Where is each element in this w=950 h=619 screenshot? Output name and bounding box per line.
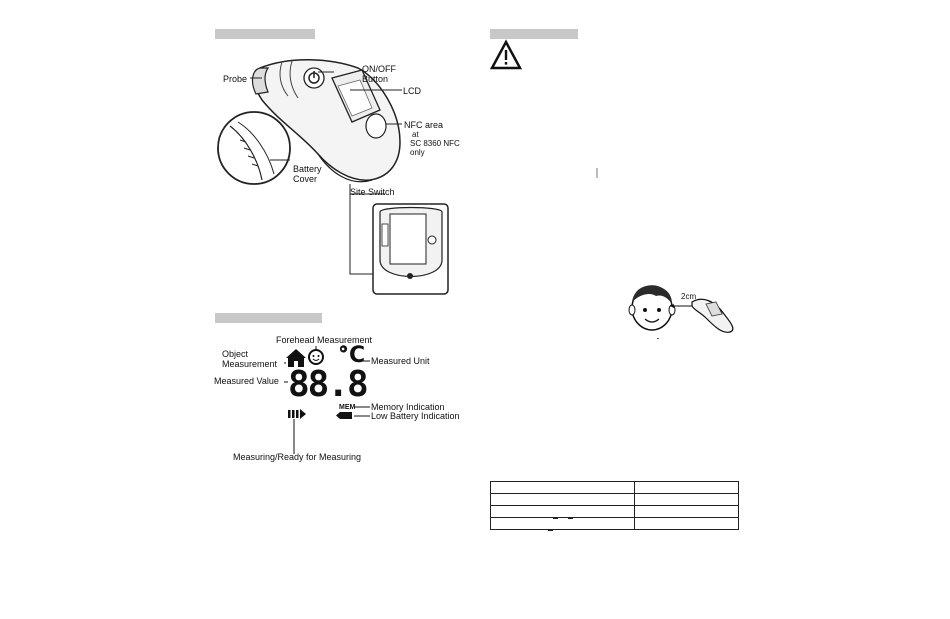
label-object-line1: Object [222,349,249,359]
label-site-switch: Site Switch [350,187,395,197]
section-header-bar-device [215,29,315,39]
label-on-off-line2: Button [362,74,389,84]
table-cell [635,518,739,530]
table-cell [635,506,739,518]
table-row [491,482,739,494]
label-battery-line2: Cover [293,174,318,184]
section-header-bar-warning [490,29,578,39]
label-nfc-note-1: at [412,130,419,139]
label-memory: Memory Indication [371,402,445,412]
label-lcd: LCD [403,86,422,96]
section-header-bar-display [215,313,322,323]
small-dot [657,338,659,339]
table-row [491,494,739,506]
label-nfc-area: NFC area [404,120,444,130]
table-cell [491,494,635,506]
table-cell [635,482,739,494]
label-on-off-line1: ON/OFF [362,64,396,74]
label-measured-value: Measured Value [214,376,279,386]
label-nfc-note-3: only [410,148,425,157]
lcd-unit: °C [338,343,366,368]
table-row [491,506,739,518]
margin-mark [596,168,598,178]
label-measuring-ready: Measuring/Ready for Measuring [233,452,362,462]
lcd-mem: MEM [339,404,356,411]
table-cell [491,518,635,530]
lcd-digits: 88.8 [288,364,367,405]
child-measurement-illustration [626,280,746,344]
warning-icon [490,40,522,70]
label-object-line2: Measurement [222,359,278,369]
table-mark [548,530,553,531]
thermometer-illustration [210,52,460,297]
table-row [491,518,739,530]
label-distance: 2cm [681,292,697,301]
spec-table [490,481,739,530]
table-cell [491,482,635,494]
label-measured-unit: Measured Unit [371,356,430,366]
table-mark [553,518,558,519]
label-nfc-note-2: SC 8360 NFC [410,139,460,148]
label-battery-line1: Battery [293,164,322,174]
table-cell [491,506,635,518]
table-mark [568,518,573,519]
table-cell [635,494,739,506]
label-forehead: Forehead Measurement [276,335,373,345]
table-mark [548,505,553,506]
label-probe: Probe [223,74,248,84]
label-low-battery: Low Battery Indication [371,411,460,421]
